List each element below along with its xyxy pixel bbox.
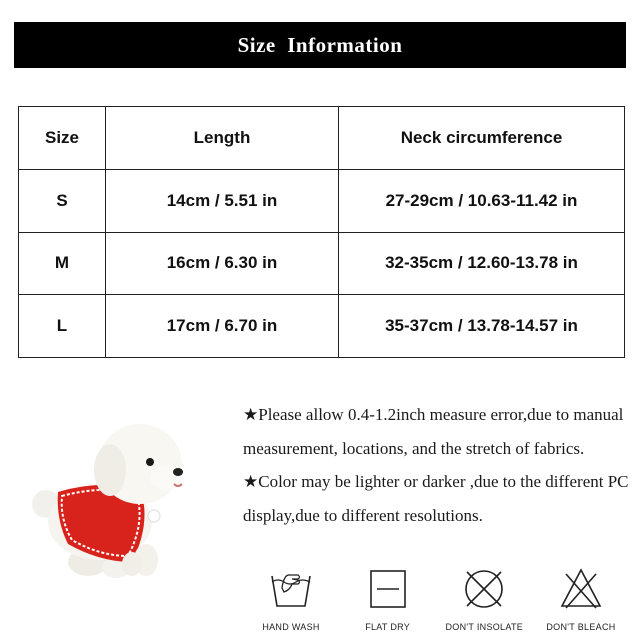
header-size: Size: [19, 107, 106, 170]
notes-section: [243, 398, 633, 532]
cell-size: L: [19, 295, 106, 358]
care-item-flat-dry: [343, 566, 433, 636]
care-item-hand-wash: [246, 566, 336, 636]
cell-neck: 32-35cm / 12.60-13.78 in: [339, 232, 625, 295]
table-row: [19, 232, 625, 295]
banner-title: Size Information: [237, 32, 403, 57]
hand-wash-icon: [268, 566, 314, 612]
note-measure-error: ★Please allow 0.4-1.2inch measure error,due to manual measurement, locations, and the stretch of fabrics.: [243, 405, 624, 458]
table-header-row: [19, 107, 625, 170]
header-length: Length: [106, 107, 339, 170]
cell-length: 14cm / 5.51 in: [106, 169, 339, 232]
dont-bleach-icon: [558, 566, 604, 612]
care-label-dont-bleach: DON'T BLEACH: [546, 622, 616, 632]
cell-size: M: [19, 232, 106, 295]
flat-dry-icon: [365, 566, 411, 612]
cell-neck: 27-29cm / 10.63-11.42 in: [339, 169, 625, 232]
care-instructions: [246, 566, 626, 636]
cell-length: 16cm / 6.30 in: [106, 232, 339, 295]
cell-size: S: [19, 169, 106, 232]
table-row: [19, 295, 625, 358]
cell-length: 17cm / 6.70 in: [106, 295, 339, 358]
note-color-difference: ★Color may be lighter or darker ,due to the different PC display,due to different resolutions.: [243, 472, 629, 525]
header-neck-circumference: Neck circumference: [339, 107, 625, 170]
care-label-hand-wash: HAND WASH: [262, 622, 320, 632]
size-information-banner: [14, 22, 626, 68]
dont-insolate-icon: [461, 566, 507, 612]
cell-neck: 35-37cm / 13.78-14.57 in: [339, 295, 625, 358]
care-item-dont-bleach: [536, 566, 626, 636]
dog-product-image: [28, 412, 198, 582]
care-label-flat-dry: FLAT DRY: [365, 622, 411, 632]
care-item-dont-insolate: [439, 566, 529, 636]
table-row: [19, 169, 625, 232]
size-table: [18, 106, 625, 358]
care-label-dont-insolate: DON'T INSOLATE: [445, 622, 524, 632]
